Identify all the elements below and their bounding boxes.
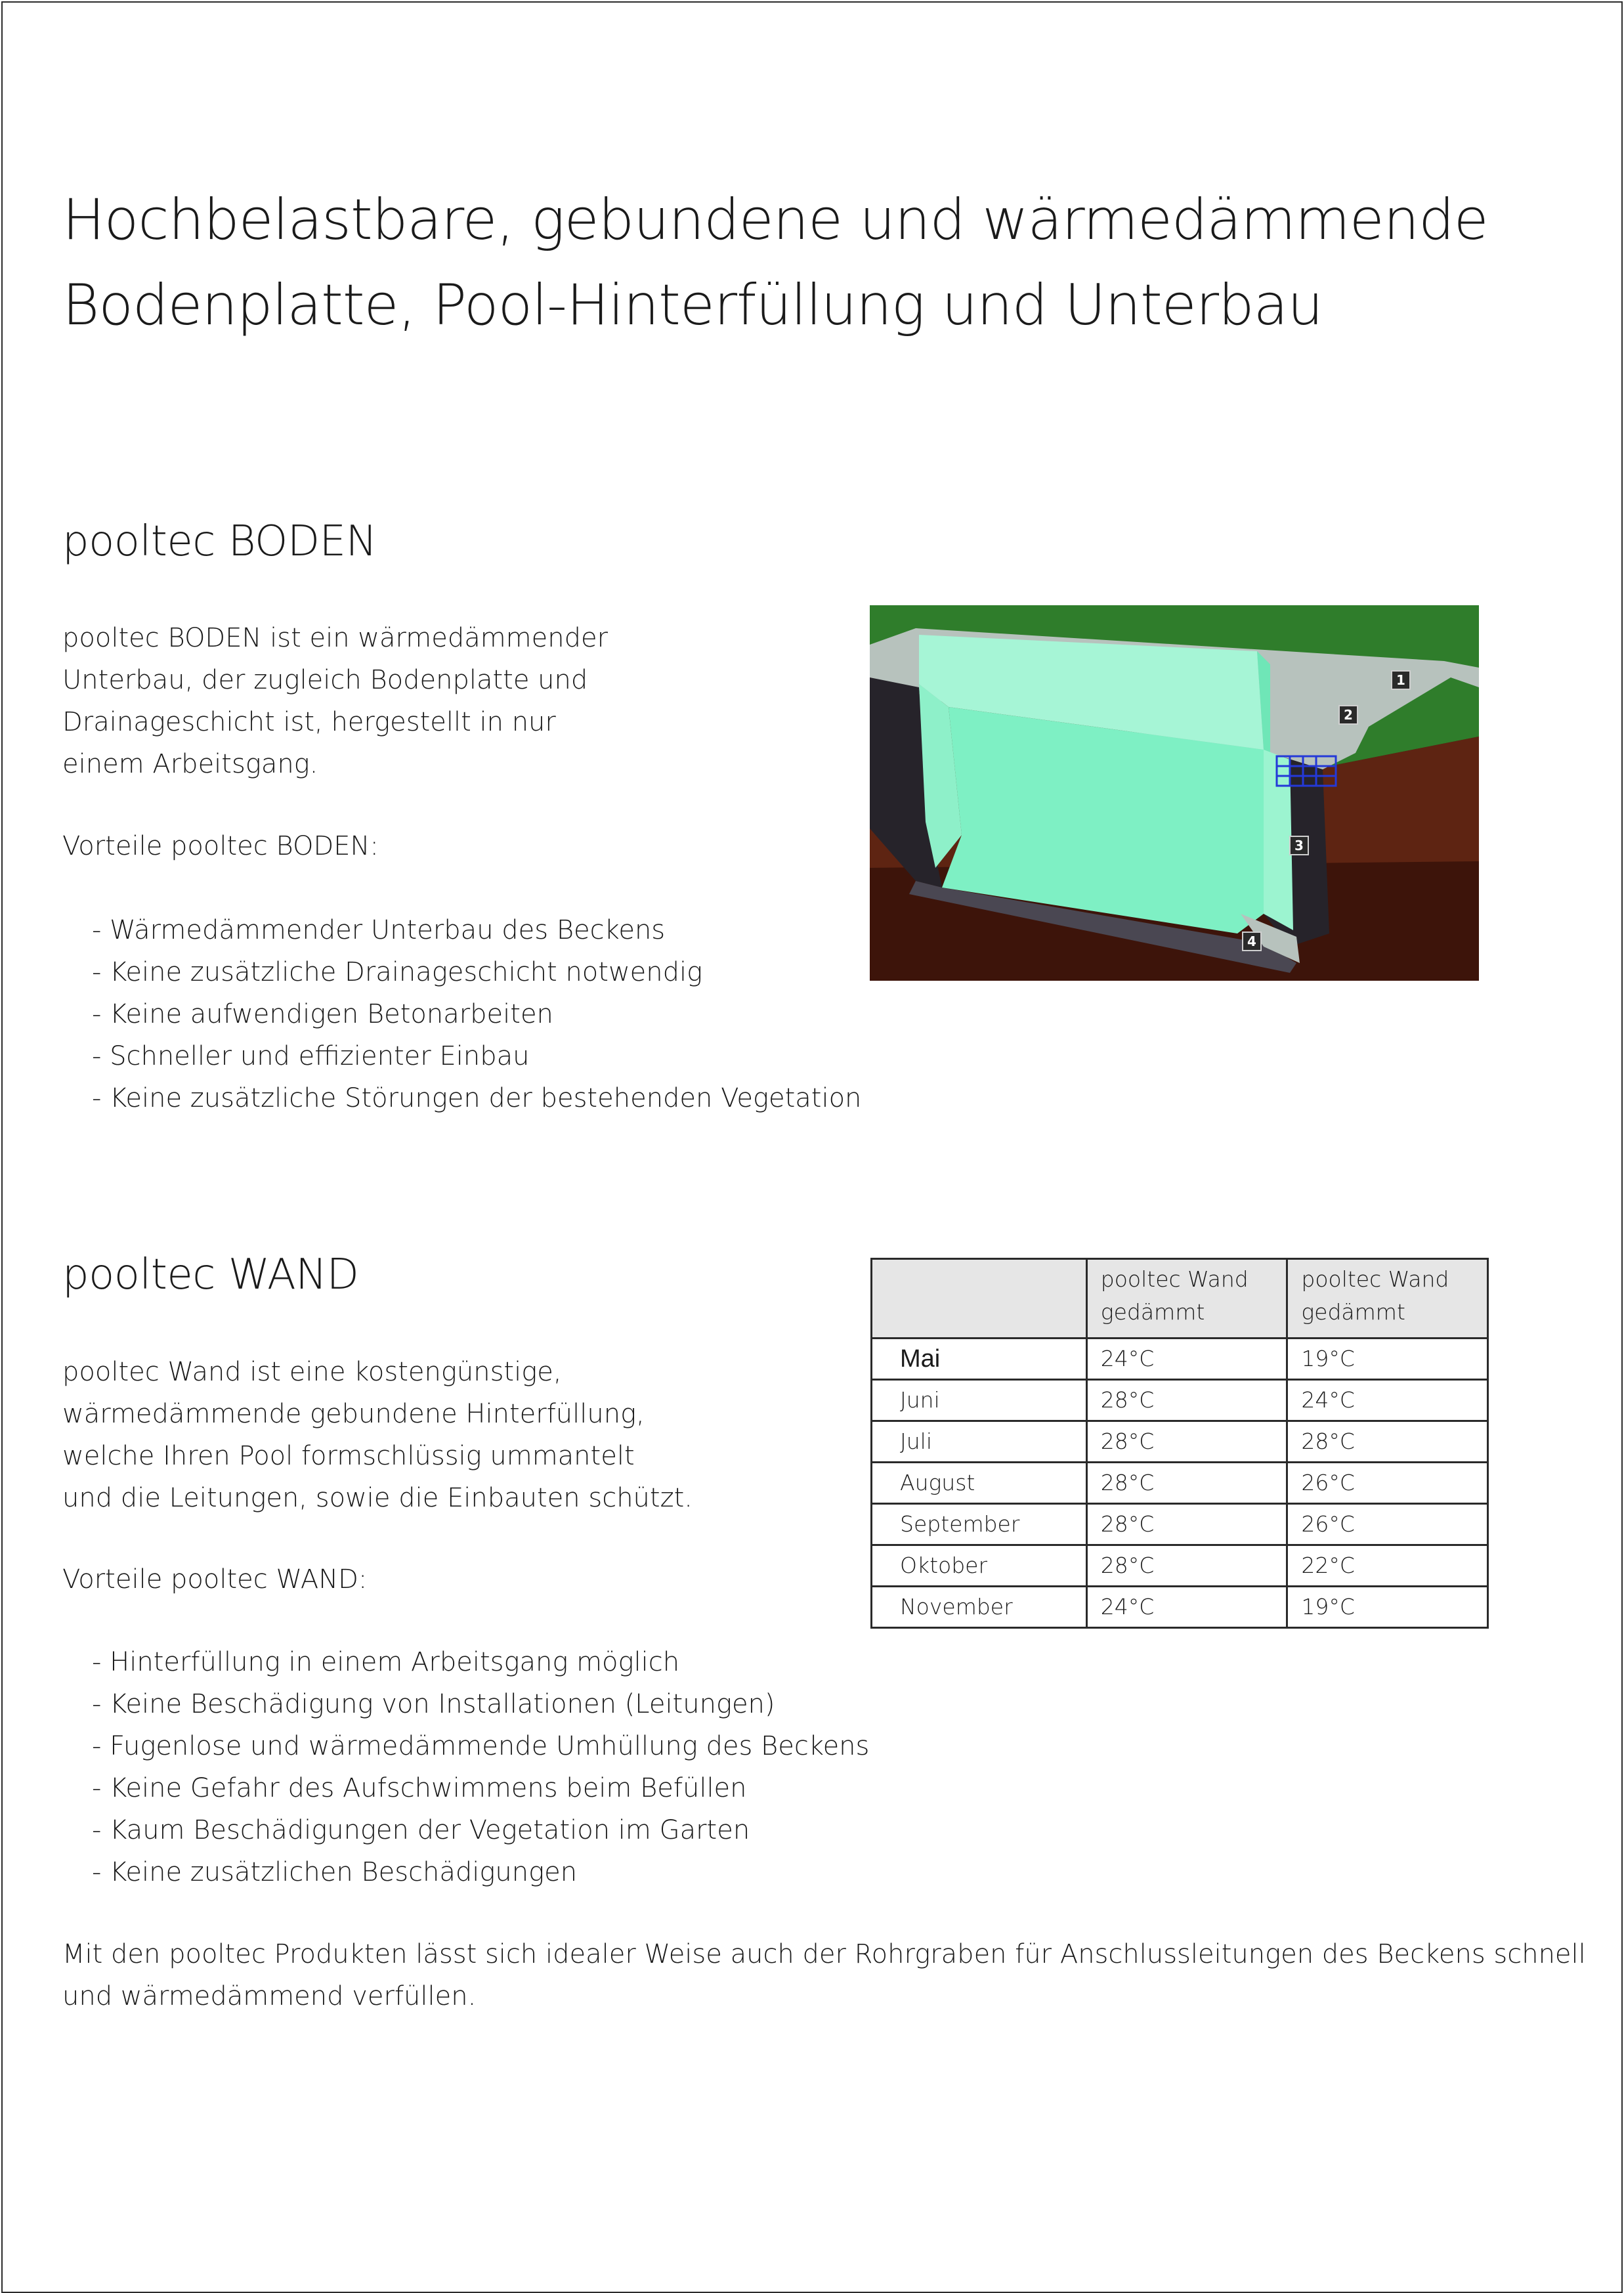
table-row (872, 1339, 1488, 1380)
value-cell: 28°C (1086, 1380, 1287, 1421)
table-header-cell (1287, 1259, 1488, 1339)
list-item: - Hinterfüllung in einem Arbeitsgang möglich (92, 1647, 680, 1677)
wand-intro-line: und die Leitungen, sowie die Einbauten schützt. (62, 1483, 693, 1513)
value-cell: 28°C (1086, 1504, 1287, 1545)
table-header-cell (872, 1259, 1087, 1339)
value-cell: 28°C (1086, 1421, 1287, 1463)
value-cell: 19°C (1287, 1339, 1488, 1380)
value-cell: 22°C (1287, 1545, 1488, 1587)
boden-intro-line: Unterbau, der zugleich Bodenplatte und (62, 665, 588, 695)
footer-paragraph (62, 1933, 1586, 2017)
month-cell: Oktober (872, 1545, 1087, 1587)
list-item: - Keine zusätzliche Drainageschicht notwendig (92, 957, 703, 987)
month-cell: Juli (872, 1421, 1087, 1463)
list-item: - Keine zusätzliche Störungen der bestehenden Vegetation (92, 1083, 862, 1113)
boden-benefits-label: Vorteile pooltec BODEN: (62, 831, 379, 861)
wand-intro-line: welche Ihren Pool formschlüssig ummantelt (62, 1441, 635, 1471)
table-row (872, 1421, 1488, 1463)
page-title-line-2: Bodenplatte, Pool-Hinterfüllung und Unterbau (62, 272, 1323, 338)
month-cell: November (872, 1587, 1087, 1628)
pool-cross-section-figure (870, 605, 1479, 981)
page-title-line-1: Hochbelastbare, gebundene und wärmedämmende (62, 187, 1488, 253)
table-row (872, 1380, 1488, 1421)
header-line: gedämmt (1301, 1299, 1405, 1325)
wand-intro (62, 1351, 693, 1519)
value-cell: 24°C (1086, 1587, 1287, 1628)
table-row (872, 1587, 1488, 1628)
boden-heading: pooltec BODEN (62, 517, 377, 566)
boden-intro-line: pooltec BODEN ist ein wärmedämmender (62, 623, 609, 653)
wand-benefits-label: Vorteile pooltec WAND: (62, 1564, 368, 1595)
month-cell: August (872, 1463, 1087, 1504)
value-cell: 26°C (1287, 1463, 1488, 1504)
list-item: - Kaum Beschädigungen der Vegetation im Garten (92, 1815, 750, 1845)
page-title (62, 177, 1506, 348)
list-item: - Keine aufwendigen Betonarbeiten (92, 999, 553, 1029)
wand-heading: pooltec WAND (62, 1251, 359, 1299)
value-cell: 28°C (1287, 1421, 1488, 1463)
table-row (872, 1463, 1488, 1504)
value-cell: 19°C (1287, 1587, 1488, 1628)
list-item: - Keine Beschädigung von Installationen (Leitungen) (92, 1689, 775, 1719)
list-item: - Schneller und effizienter Einbau (92, 1041, 530, 1071)
month-cell: Mai (872, 1339, 1087, 1380)
month-cell: Juni (872, 1380, 1087, 1421)
header-line: gedämmt (1100, 1299, 1205, 1325)
boden-benefits-list (92, 909, 861, 1119)
value-cell: 26°C (1287, 1504, 1488, 1545)
table-header-cell (1086, 1259, 1287, 1339)
marker-label: 2 (1344, 707, 1353, 723)
temperature-table (870, 1258, 1489, 1629)
table-header-row (872, 1259, 1488, 1339)
list-item: - Keine Gefahr des Aufschwimmens beim Befüllen (92, 1773, 747, 1803)
table-row (872, 1504, 1488, 1545)
wand-intro-line: pooltec Wand ist eine kostengünstige, (62, 1357, 562, 1387)
footer-line: Mit den pooltec Produkten lässt sich idealer Weise auch der Rohrgraben für Anschlussleitungen des Beckens schnell (62, 1939, 1586, 1969)
boden-intro-line: Drainageschicht ist, hergestellt in nur (62, 707, 556, 737)
value-cell: 24°C (1086, 1339, 1287, 1380)
header-line: pooltec Wand (1100, 1266, 1249, 1292)
marker-label: 1 (1396, 672, 1405, 688)
list-item: - Keine zusätzlichen Beschädigungen (92, 1857, 578, 1887)
marker-label: 3 (1294, 838, 1304, 853)
value-cell: 28°C (1086, 1545, 1287, 1587)
value-cell: 24°C (1287, 1380, 1488, 1421)
header-line: pooltec Wand (1301, 1266, 1449, 1292)
footer-line: und wärmedämmend verfüllen. (62, 1981, 477, 2011)
marker-label: 4 (1247, 933, 1256, 949)
list-item: - Fugenlose und wärmedämmende Umhüllung des Beckens (92, 1731, 870, 1761)
wand-benefits-list (92, 1641, 869, 1893)
table-row (872, 1545, 1488, 1587)
value-cell: 28°C (1086, 1463, 1287, 1504)
month-cell: September (872, 1504, 1087, 1545)
boden-intro-line: einem Arbeitsgang. (62, 749, 318, 779)
wand-intro-line: wärmedämmende gebundene Hinterfüllung, (62, 1399, 645, 1429)
list-item: - Wärmedämmender Unterbau des Beckens (92, 915, 666, 945)
boden-intro (62, 617, 608, 785)
